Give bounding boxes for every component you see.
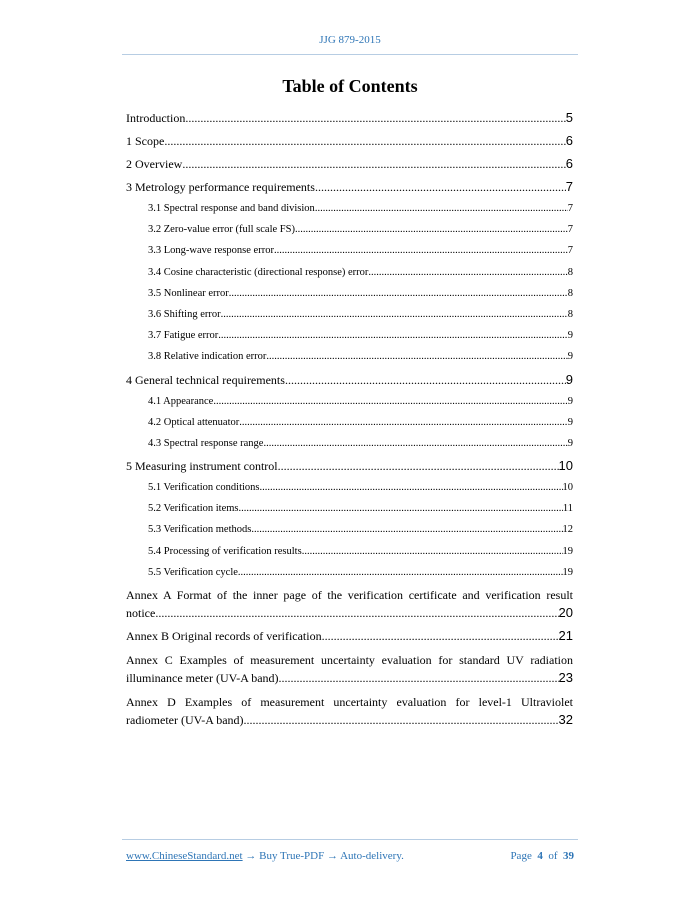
toc-page-number: 20 xyxy=(558,605,573,620)
toc-entry-4-2[interactable]: 4.2 Optical attenuator ..... 9 xyxy=(126,412,573,433)
dot-leader xyxy=(322,627,559,645)
toc-page-number: 9 xyxy=(567,351,573,363)
dot-leader xyxy=(155,604,558,622)
dot-leader xyxy=(368,262,567,283)
dot-leader xyxy=(213,391,567,412)
toc-entry-annex-b[interactable]: Annex B Original records of verification ..... 21 xyxy=(126,627,573,645)
dot-leader xyxy=(239,498,563,519)
toc-entry-3-4[interactable]: 3.4 Cosine characteristic (directional response) error ..... 8 xyxy=(126,262,573,283)
toc-entry-3-1[interactable]: 3.1 Spectral response and band division ..... 7 xyxy=(126,198,573,219)
toc-entry-5-4[interactable]: 5.4 Processing of verification results ..... 19 xyxy=(126,541,573,562)
toc-page-number: 32 xyxy=(558,712,573,727)
dot-leader xyxy=(274,240,568,261)
toc-entry-introduction[interactable]: Introduction ..... 5 xyxy=(126,106,573,129)
page-indicator: Page 4 of 39 xyxy=(510,850,574,862)
toc-entry-3-2[interactable]: 3.2 Zero-value error (full scale FS) ..... 7 xyxy=(126,219,573,240)
toc-entry-scope[interactable]: 1 Scope ..... 6 xyxy=(126,129,573,152)
toc-page-number: 9 xyxy=(565,371,573,387)
toc-page-number: 23 xyxy=(558,670,573,685)
header-divider xyxy=(122,54,578,55)
toc-page-number: 10 xyxy=(558,458,573,474)
toc-page-number: 19 xyxy=(562,545,573,557)
toc-entry-overview[interactable]: 2 Overview ..... 6 xyxy=(126,152,573,175)
dot-leader xyxy=(251,519,562,540)
toc-entry-5-1[interactable]: 5.1 Verification conditions ..... 10 xyxy=(126,477,573,498)
toc-page-number: 7 xyxy=(567,245,573,257)
dot-leader xyxy=(218,325,567,346)
page-title: Table of Contents xyxy=(282,76,418,96)
toc-entry-3-3[interactable]: 3.3 Long-wave response error ..... 7 xyxy=(126,240,573,261)
toc-entry-5-3[interactable]: 5.3 Verification methods ..... 12 xyxy=(126,519,573,540)
total-pages: 39 xyxy=(563,850,574,862)
toc-page-number: 19 xyxy=(562,566,573,578)
toc-entry-3-7[interactable]: 3.7 Fatigue error ..... 9 xyxy=(126,325,573,346)
toc-page-number: 5 xyxy=(565,110,573,125)
toc-page-number: 6 xyxy=(565,156,573,171)
dot-leader xyxy=(244,711,559,729)
toc-page-number: 9 xyxy=(567,395,573,407)
dot-leader xyxy=(266,346,567,367)
dot-leader xyxy=(260,477,563,498)
dot-leader xyxy=(238,562,563,583)
toc-entry-3-6[interactable]: 3.6 Shifting error ..... 8 xyxy=(126,304,573,325)
toc-entry-annex-a[interactable]: Annex A Format of the inner page of the verification certificate and verification result notice ..... 20 xyxy=(126,586,573,622)
dot-leader xyxy=(285,369,566,392)
dot-leader xyxy=(221,304,568,325)
toc-entry-instrument-control[interactable]: 5 Measuring instrument control ..... 10 xyxy=(126,454,573,477)
dot-leader xyxy=(185,107,565,130)
dot-leader xyxy=(182,153,565,176)
dot-leader xyxy=(164,130,565,153)
website-link[interactable]: www.ChineseStandard.net xyxy=(126,850,243,862)
dot-leader xyxy=(295,219,568,240)
dot-leader xyxy=(315,198,568,219)
toc-entry-annex-d[interactable]: Annex D Examples of measurement uncertainty evaluation for level-1 Ultraviolet radiometer (UV-A band) ..... 32 xyxy=(126,693,573,729)
current-page: 4 xyxy=(537,850,543,862)
toc-entry-4-3[interactable]: 4.3 Spectral response range ..... 9 xyxy=(126,433,573,454)
toc-page-number: 8 xyxy=(567,266,573,278)
toc-page-number: 7 xyxy=(567,224,573,236)
toc-page-number: 6 xyxy=(565,133,573,148)
toc-entry-3-8[interactable]: 3.8 Relative indication error ..... 9 xyxy=(126,346,573,367)
dot-leader xyxy=(229,283,568,304)
table-of-contents xyxy=(126,106,573,731)
standard-code: JJG 879-2015 xyxy=(319,34,381,46)
toc-page-number: 7 xyxy=(567,203,573,214)
promo-text: → Buy True-PDF → Auto-delivery. xyxy=(242,850,404,862)
dot-leader xyxy=(263,433,567,454)
page-footer xyxy=(126,850,574,862)
toc-entry-metrology-performance[interactable]: 3 Metrology performance requirements ..... 7 xyxy=(126,175,573,198)
toc-page-number: 9 xyxy=(567,330,573,342)
toc-page-number: 8 xyxy=(567,308,573,320)
toc-entry-3-5[interactable]: 3.5 Nonlinear error ..... 8 xyxy=(126,283,573,304)
toc-page-number: 12 xyxy=(562,524,573,536)
toc-page-number: 9 xyxy=(567,416,573,428)
dot-leader xyxy=(279,669,559,687)
toc-entry-annex-c[interactable]: Annex C Examples of measurement uncertainty evaluation for standard UV radiation illuminance meter (UV-A band) ..... 23 xyxy=(126,651,573,687)
toc-entry-general-technical[interactable]: 4 General technical requirements ..... 9 xyxy=(126,368,573,391)
toc-entry-5-5[interactable]: 5.5 Verification cycle ..... 19 xyxy=(126,562,573,583)
toc-page-number: 10 xyxy=(562,482,573,494)
toc-page-number: 11 xyxy=(562,503,573,515)
toc-entry-5-2[interactable]: 5.2 Verification items ..... 11 xyxy=(126,498,573,519)
toc-page-number: 21 xyxy=(558,628,573,643)
dot-leader xyxy=(315,176,566,199)
dot-leader xyxy=(302,541,563,562)
dot-leader xyxy=(239,412,567,433)
toc-page-number: 9 xyxy=(567,437,573,449)
toc-page-number: 8 xyxy=(567,287,573,299)
footer-divider xyxy=(122,839,578,840)
toc-entry-4-1[interactable]: 4.1 Appearance ..... 9 xyxy=(126,391,573,412)
dot-leader xyxy=(278,455,559,478)
toc-page-number: 7 xyxy=(565,179,573,194)
